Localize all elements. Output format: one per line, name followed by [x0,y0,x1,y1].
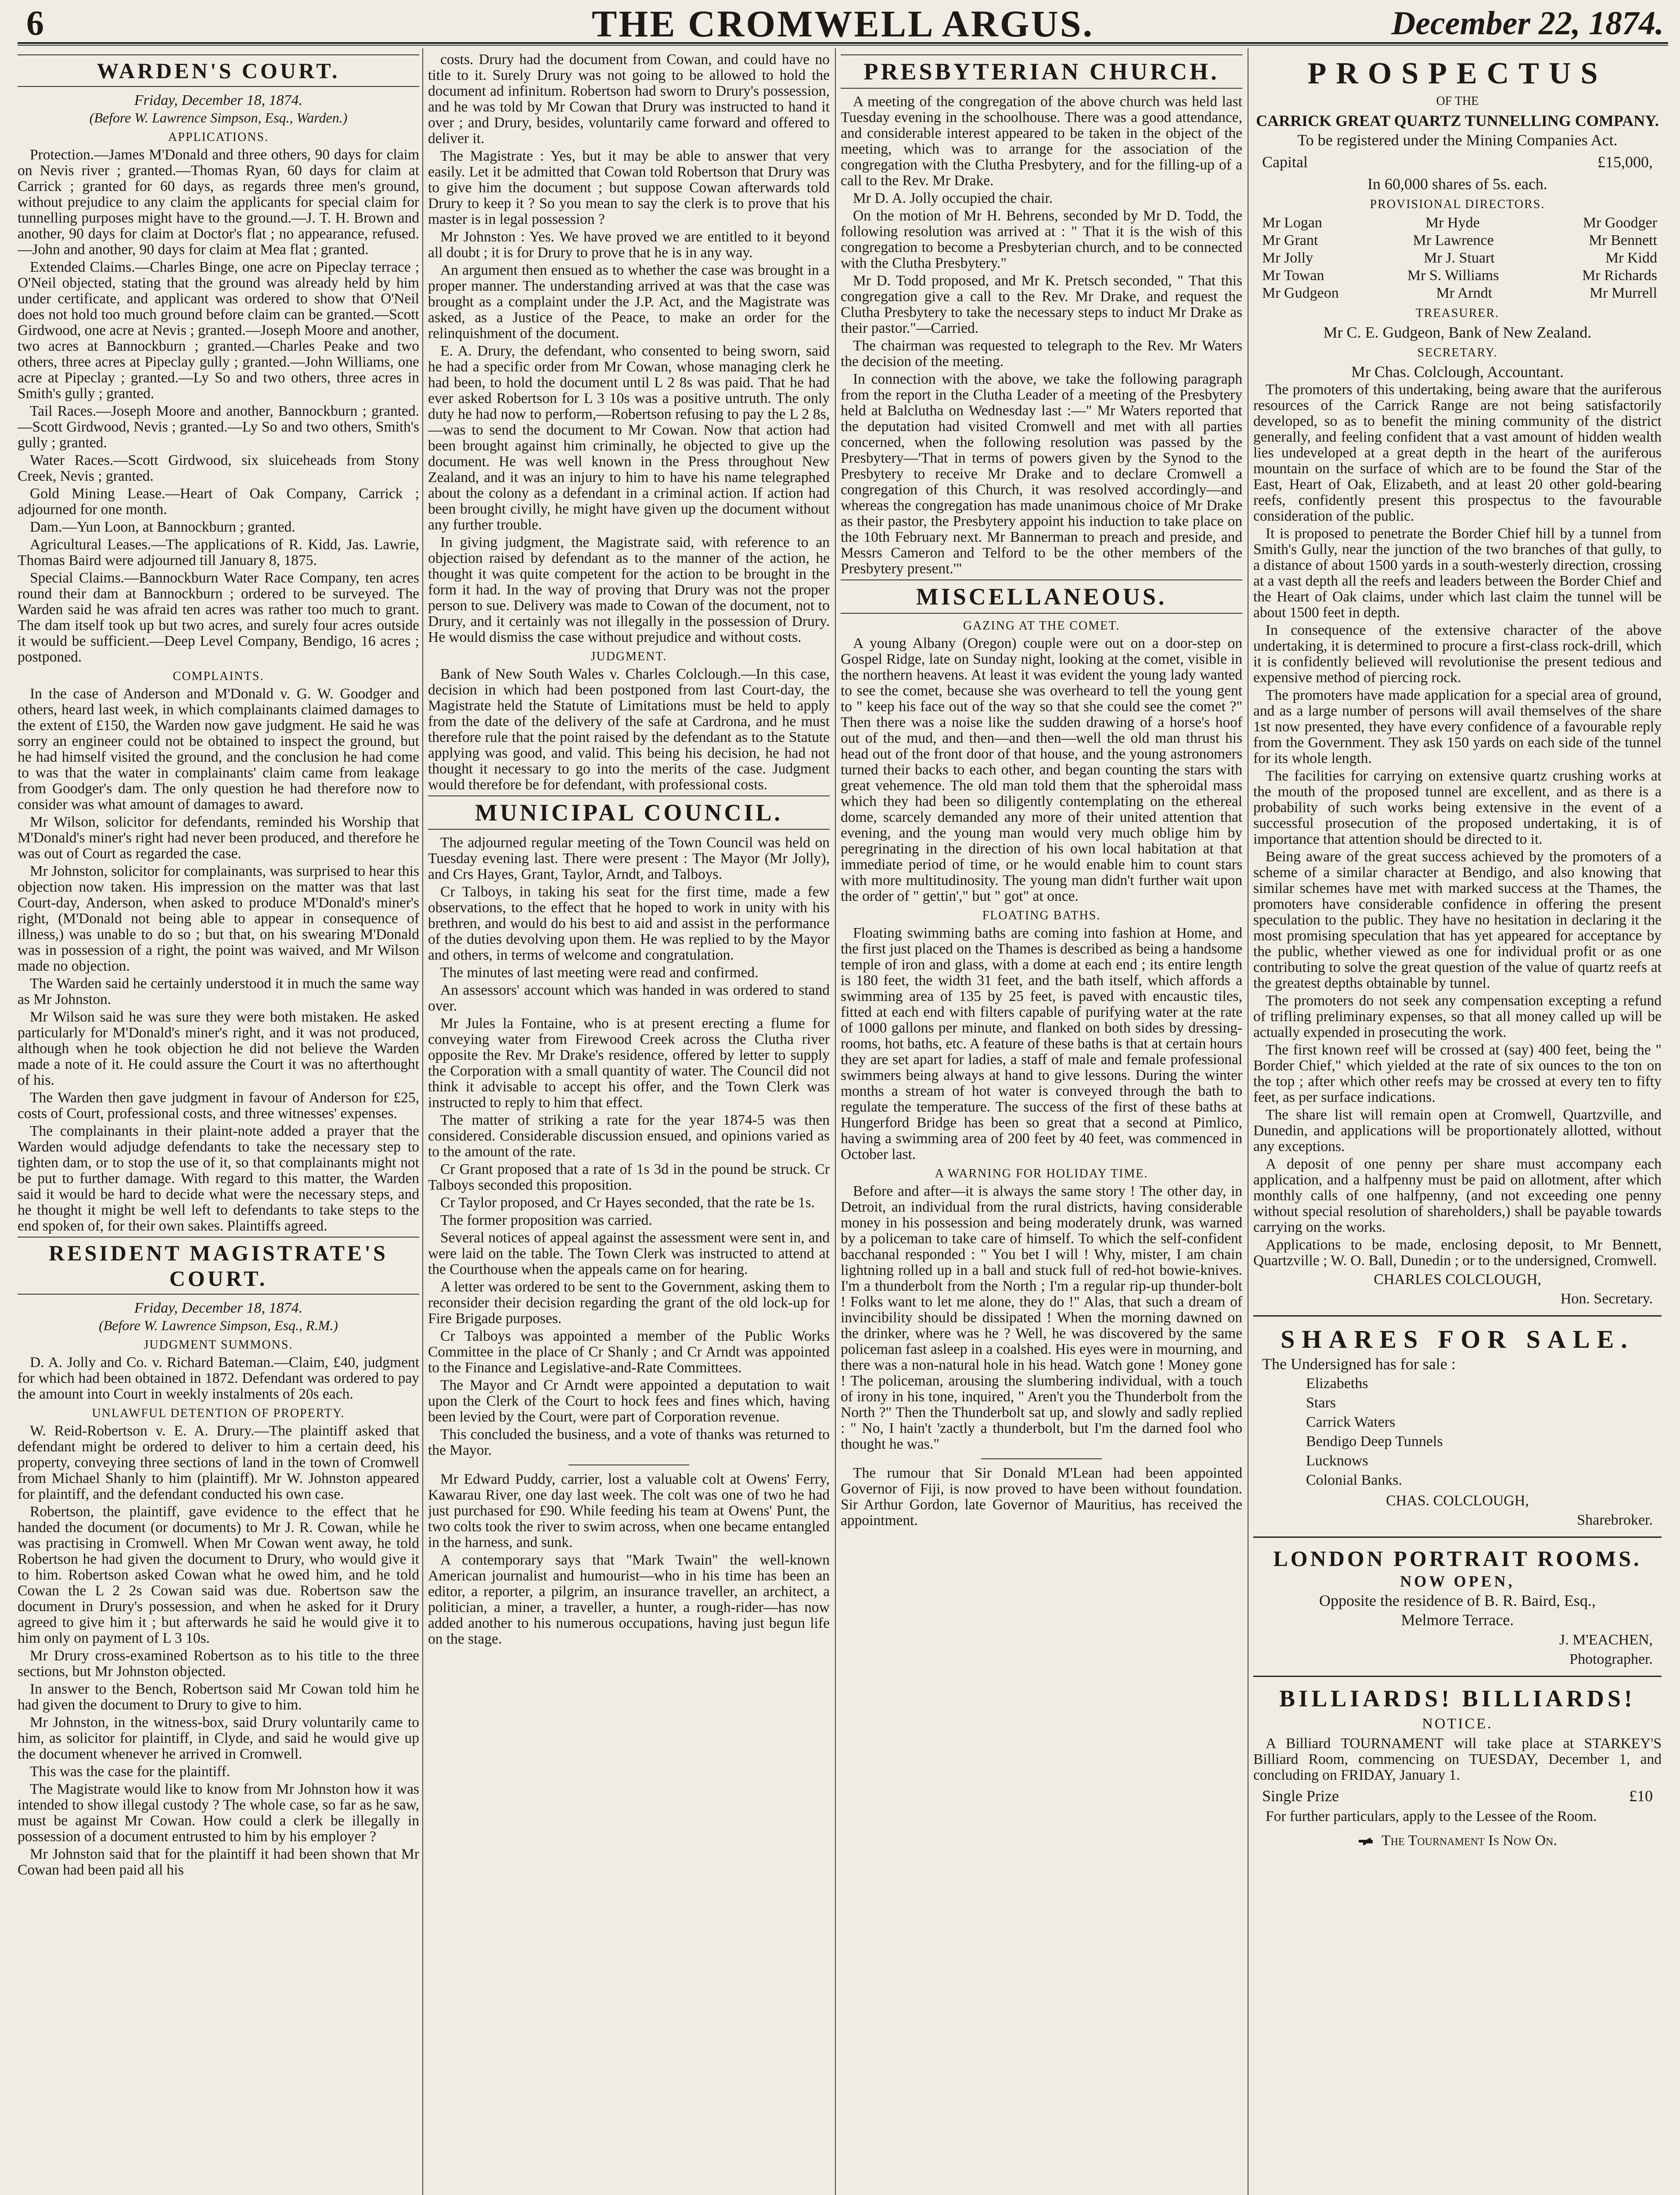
article-paragraph: Cr Taylor proposed, and Cr Hayes seconded, that the rate be 1s. [440,1195,815,1211]
article-paragraph: The former proposition was carried. [440,1212,652,1228]
article-paragraph: Mr Edward Puddy, carrier, lost a valuable colt at Owens' Ferry, Kawarau River, one day last week. The colt was one of two he had just purchased for £90. While feeding his team at Owens' Punt, the two colts took the river to swim across, when one became entangled in the harness, and sunk. [428,1471,830,1551]
article-paragraph: In the case of Anderson and M'Donald v. G. W. Goodger and others, heard last week, in which complainants claimed damages to the extent of £150, the Warden now gave judgment. He said he was sorry an engineer could not be obtained to inspect the ground, but he had himself visited the ground, and the conclusion he had come to was that the water in complainants' claim came from leakage from Goodger's dam. The only question he had therefore now to consider was what amount of damages to award. [18,686,419,813]
article-paragraph: The matter of striking a rate for the year 1874-5 was then considered. Considerable discussion ensued, and opinions varied as to the amount of the rate. [428,1112,830,1160]
article-paragraph: The minutes of last meeting were read and confirmed. [440,964,759,981]
prize-value: £10 [1629,1787,1653,1805]
director-name: Mr Hyde [1425,215,1480,231]
floating-baths-subhead: FLOATING BATHS. [982,909,1101,922]
article-paragraph: The chairman was requested to telegraph to the Rev. Mr Waters the decision of the meeting. [841,338,1242,370]
article-paragraph: Mr Wilson said he was sure they were both mistaken. He asked particularly for M'Donald's miner's right, and it was not produced, although when he took objection he did not believe the Warden made a note of it. He could assure the Court it was no afterthought of his. [18,1009,419,1088]
prospectus-paragraph: The first known reef will be crossed at (say) 400 feet, being the " Border Chief," which yielded at the rate of six ounces to the ton on the top ; after which other reefs may be crossed at every ten to fifty feet, as per surface indications. [1253,1042,1662,1105]
article-paragraph: D. A. Jolly and Co. v. Richard Bateman.—Claim, £40, judgment for which had been obtained in 1872. Defendant was ordered to pay the amount into Court in weekly instalments of 20s each. [18,1354,419,1402]
billiards-heading: BILLIARDS! BILLIARDS! [1279,1685,1636,1712]
director-name: Mr Gudgeon [1262,285,1339,301]
tournament-footer-text: The Tournament Is Now On. [1381,1832,1557,1849]
shares-line: In 60,000 shares of 5s. each. [1367,175,1547,193]
masthead-rule [18,45,1668,46]
director-name: Mr Bennett [1589,232,1657,248]
comet-subhead: GAZING AT THE COMET. [963,619,1120,633]
secretary-name: Mr Chas. Colclough, Accountant. [1351,363,1564,381]
article-paragraph: Special Claims.—Bannockburn Water Race Company, ten acres round their dam at Bannockburn ; ordered to be surveyed. The Warden said he was afraid ten acres was rather too much to grant. The dam itself took up but two acres, and surely four acres outside it would be sufficient.—Deep Level Company, Bendigo, 16 acres ; postponed. [18,570,419,665]
article-paragraph: E. A. Drury, the defendant, who consented to being sworn, said he had a specific order from Mr Cowan, whose managing clerk he had been, to hold the document until L 2 8s was paid. That he had ever asked Robertson for L 3 10s was a positive untruth. The only duty he had now to perform,—Robertson refusing to pay the L 2 8s,—was to send the document to Mr Cowan. Now that action had been brought against him criminally, he objected to give up the document. He was well known in the Press throughout New Zealand, and it was an injury to him to have his name telegraphed about the colony as a defendant in a criminal action. If action had been brought civilly, he might have given up the document without any further trouble. [428,343,830,533]
share-item: Lucknows [1306,1453,1368,1469]
shares-signatory: CHAS. COLCLOUGH, [1386,1493,1529,1509]
article-paragraph: Mr Jules la Fontaine, who is at present erecting a flume for conveying water from Firewood Creek across the Clutha river opposite the Rev. Mr Drake's residence, offered by letter to supply the Corporation with a small quantity of water. The Council did not think it advisable to accept his offer, and the Town Clerk was instructed to reply to him that effect. [428,1015,830,1111]
judgment-summons-subhead: JUDGMENT SUMMONS. [144,1338,293,1352]
municipal-council-heading: MUNICIPAL COUNCIL. [428,795,830,830]
shares-for-sale-ad [1253,1315,1662,1529]
article-paragraph: Tail Races.—Joseph Moore and another, Bannockburn ; granted.—Scott Girdwood, Nevis ; granted.—Ly So and two others, Smith's gully ; granted. [18,403,419,451]
article-paragraph: Protection.—James M'Donald and three others, 90 days for claim on Nevis river ; granted.—Thomas Ryan, 60 days for claim at Carrick ; granted for 60 days, as regards three men's ground, without prejudice to any claim the applicants for special claim for tunnelling purposes might have to the ground.—J. T. H. Brown and another, 90 days for claim at Doctor's flat ; no appearance, refused.—John and another, 90 days for claim at Mea flat ; granted. [18,147,419,258]
director-name: Mr Lawrence [1413,232,1494,248]
article-paragraph: Mr Wilson, solicitor for defendants, reminded his Worship that M'Donald's miner's right had never been produced, and therefore he was out of Court as regarded the case. [18,814,419,862]
article-paragraph: Mr Johnston, in the witness-box, said Drury voluntarily came to him, as solicitor for plaintiff, in Clyde, and said he would give up the document whenever he arrived in Cromwell. [18,1714,419,1762]
article-paragraph: The Magistrate : Yes, but it may be able to answer that very easily. Let it be admitted that Cowan told Robertson that Drury was to give him the document ; but suppose Cowan afterwards told Drury to keep it ? So you mean to say the clerk is to prove that his master is in legal possession ? [428,148,830,227]
article-paragraph: Before and after—it is always the same story ! The other day, in Detroit, an individual from the rural districts, having considerable money in his possession and being moderately drunk, was warned by a policeman to take care of himself. To which the self-confident bacchanal responded : " You bet I will ! Why, mister, I am chain lightning rolled up in a ball and stuck full of red-hot bowie-knives. I'm a thunderbolt from the North ; I'm a regular rip-up thunder-bolt ! Folks want to let me alone, they do !" Alas, that such a dream of invincibility should be dissipated ! When the morning dawned on the drinker, where was he ? Well, he was discovered by the same policeman fast asleep in a coalshed. His eyes were in mourning, and there was a non-natural hole in his head. Watch gone ! Money gone ! The policeman, arousing the slumbering individual, with a touch of irony in his tone, inquired, " Aren't you the Thunderbolt from the North ?" Then the Thunderbolt sat up, and slowly and sadly replied : " No, I hain't 'zactly a thunderbolt, but I'm the darned fool who thought he was." [841,1183,1242,1452]
article-paragraph: Mr Drury cross-examined Robertson as to his title to the three sections, but Mr Johnston objected. [18,1648,419,1680]
photographer-title: Photographer. [1569,1651,1653,1667]
column-divider [835,48,836,2195]
prospectus-heading: PROSPECTUS [1307,57,1608,90]
article-paragraph: The Mayor and Cr Arndt were appointed a deputation to wait upon the Clerk of the Court to hock fees and fines which, having been levied by the Court, were part of Corporation revenue. [428,1377,830,1425]
resident-magistrate-heading: RESIDENT MAGISTRATE'S COURT. [18,1237,419,1295]
shares-heading: SHARES FOR SALE. [1281,1325,1634,1353]
article-paragraph: The Warden then gave judgment in favour of Anderson for £25, costs of Court, professional costs, and three witnesses' expenses. [18,1090,419,1122]
director-name: Mr Logan [1262,215,1322,231]
prospectus-paragraph: Applications to be made, enclosing deposit, to Mr Bennett, Quartzville ; W. O. Ball, Dunedin ; or to the undersigned, Cromwell. [1253,1237,1662,1269]
photographer-name: J. M'EACHEN, [1559,1632,1653,1648]
holiday-warning-subhead: A WARNING FOR HOLIDAY TIME. [935,1167,1148,1180]
share-item: Carrick Waters [1306,1414,1396,1430]
article-paragraph: Gold Mining Lease.—Heart of Oak Company, Carrick ; adjourned for one month. [18,486,419,518]
directors-row [1262,214,1662,232]
now-open-line: NOW OPEN, [1400,1572,1515,1590]
miscellaneous-heading: MISCELLANEOUS. [841,579,1242,614]
article-paragraph: Cr Grant proposed that a rate of 1s 3d in the pound be struck. Cr Talboys seconded this proposition. [428,1161,830,1193]
director-name: Mr Kidd [1605,250,1657,266]
director-name: Mr Richards [1582,267,1657,284]
article-paragraph: A contemporary says that "Mark Twain" the well-known American journalist and humourist—who in his time has been an editor, a reporter, a pilgrim, an insurance traveller, an architect, a politician, a miner, a traveller, a hunter, a rough-rider—has now added another to his numerous occupations, having just begun life on the stage. [428,1552,830,1647]
directors-row [1262,267,1662,284]
treasurer-subhead: TREASURER. [1415,306,1500,320]
directors-row [1262,249,1662,267]
article-paragraph: Dam.—Yun Loon, at Bannockburn ; granted. [30,519,295,535]
prospectus-signatory-title: Hon. Secretary. [1560,1291,1653,1307]
tournament-footer [1253,1832,1662,1849]
article-paragraph: Mr D. A. Jolly occupied the chair. [853,190,1053,206]
share-item: Elizabeths [1306,1375,1368,1392]
article-paragraph: Bank of New South Wales v. Charles Colclough.—In this case, decision in which had been postponed from last Court-day, the Magistrate held the Statute of Limitations must be held to apply from the date of the delivery of the safe at Cardrona, and he must therefore rule that the point raised by the defendant as to the Statute applying was good, and valid. This being his decision, he had not thought it necessary to go into the merits of the case. Judgment would therefore be for defendant, with professional costs. [428,666,830,793]
section-rule [981,1458,1102,1459]
article-paragraph: In giving judgment, the Magistrate said, with reference to an objection raised by defendant as to the manner of the action, he thought it was quite competent for the action to be brought in the form it had. In the way of proving that Drury was not the proper person to sue. Delivery was made to Cowan of the document, not to Drury, and it certainly was not illegally in the possession of Drury. He would dismiss the case without prejudice and without costs. [428,534,830,645]
article-paragraph: Cr Talboys was appointed a member of the Public Works Committee in the place of Cr Shanly ; and Cr Arndt was appointed to the Finance and Legislative-and-Rate Committees. [428,1328,830,1376]
director-name: Mr Towan [1262,267,1324,284]
complaints-subhead: COMPLAINTS. [173,669,264,683]
director-name: Mr Jolly [1262,250,1313,266]
director-name: Mr Grant [1262,232,1318,248]
prospectus-paragraph: The share list will remain open at Cromwell, Quartzville, and Dunedin, and applications will be proportionately allotted, without any exceptions. [1253,1107,1662,1155]
article-paragraph: A young Albany (Oregon) couple were out on a door-step on Gospel Ridge, late on Sunday night, looking at the comet, visible in the northern heavens. At least it was evident the young lady wanted to see the comet, because she was overheard to tell the young gent to " keep his face out of the way so that she could see the comet ?" Then there was a noise like the sudden drawing of a horse's hoof out of the mud, and then—and then—well the old man thrust his head out of the front door of that house, and the young astronomers turned their backs to each other, and began counting the stars with great vehemence. The old man told them that the spheroidal mass which they had been so diligently contemplating on the ethereal dome, scarcely demanded any more of their united attention that evening, and the young man would very much oblige him by peregrinating in the direction of his own local habitation at that immediate period of time, or he would enable him to count stars with more multitudinosity. The young man didn't further wait upon the order of " gettin'," but " got" at once. [841,635,1242,904]
terrace-line: Melmore Terrace. [1401,1611,1514,1629]
presbyterian-church-heading: PRESBYTERIAN CHURCH. [841,54,1242,89]
column-4-advertisements [1253,52,1662,2195]
issue-date: December 22, 1874. [1391,5,1664,42]
prize-label: Single Prize [1262,1787,1339,1805]
masthead [18,0,1668,44]
article-paragraph: In connection with the above, we take the following paragraph from the report in the Clutha Leader of a meeting of the Presbytery held at Balclutha on Wednesday last :—" Mr Waters reported that the deputation had visited Cromwell and met with all parties concerned, when the following resolution was passed by the Presbytery—'That in terms of powers given by the Synod to the Presbytery to receive Mr Drake and to declare Cromwell a congregation of this Church, it was resolved accordingly—and whereas the congregation has made unanimous choice of Mr Drake as their pastor, the Presbytery appoint his induction to take place on the 10th February next. Mr Bannerman to preach and preside, and Messrs Cameron and Telford to be the other members of the Presbytery present.'" [841,371,1242,577]
capital-label: Capital [1262,153,1308,171]
article-paragraph: Floating swimming baths are coming into fashion at Home, and the first just placed on the Thames is described as being a handsome temple of iron and glass, with a dome at each end ; its entire length is 180 feet, the width 31 feet, and the bath itself, which affords a swimming area of 135 by 25 feet, is paved with encaustic tiles, fitted at each end with filters capable of purifying water at the rate of 1000 gallons per minute, and flanked on both sides by dressing-rooms, hot baths, etc. A feature of these baths is that at certain hours they are set apart for ladies, a staff of male and female professional swimmers being always at hand to give lessons. During the winter months a stream of hot water is conveyed through the bath to regulate the temperature. The success of the first of these baths at Hungerford Bridge has been so great that a second at Pimlico, having a swimming area of 200 feet by 40 feet, was commenced in October last. [841,925,1242,1162]
pointing-hand-icon [1358,1837,1374,1846]
shares-signatory-title: Sharebroker. [1577,1512,1653,1528]
director-name: Mr J. Stuart [1424,250,1495,266]
prospectus-paragraph: It is proposed to penetrate the Border Chief hill by a tunnel from Smith's Gully, near the junction of the two branches of that gully, to a distance of about 1500 yards in a south-westerly direction, crossing at a vast depth all the reefs and leaders between the Border Chief and the Heart of Oak claims, under which last claim the tunnel will be about 1500 feet in depth. [1253,525,1662,621]
share-item: Colonial Banks. [1306,1472,1403,1488]
article-paragraph: The complainants in their plaint-note added a prayer that the Warden would adjudge defendants to take the necessary step to tighten dam, or to stop the use of it, so that complainants might not be put to further damage. With regard to this matter, the Warden said it would be hard to decide what were the necessary steps, and he thought it might be well left to defendants to take steps to the end spoken of, for their own sakes. Plaintiffs agreed. [18,1123,419,1234]
shares-intro: The Undersigned has for sale : [1262,1355,1456,1373]
article-paragraph: A meeting of the congregation of the above church was held last Tuesday evening in the schoolhouse. There was a good attendance, and considerable interest appeared to be taken in the object of the meeting, which was to arrange for the association of the congregation with the Clutha Presbytery, and for the filling-up of a call to the Rev. Mr Drake. [841,94,1242,189]
share-item: Bendigo Deep Tunnels [1306,1433,1443,1450]
article-paragraph: On the motion of Mr H. Behrens, seconded by Mr D. Todd, the following resolution was arrived at : " That it is the wish of this congregation to become a Presbyterian church, and to be connected with the Clutha Presbytery." [841,208,1242,271]
prospectus-paragraph: The promoters have made application for a special area of ground, and as a large number of persons will avail themselves of the share 1st now presented, they have every confidence of a favourable reply from the Government. They ask 150 yards on each side of the tunnel for its whole length. [1253,687,1662,766]
share-item: Stars [1306,1395,1336,1411]
article-paragraph: In answer to the Bench, Robertson said Mr Cowan told him he had given the document to Drury to give to him. [18,1681,419,1713]
judgment-subhead: JUDGMENT. [590,650,667,663]
wardens-court-heading: WARDEN'S COURT. [18,54,419,87]
article-paragraph: An argument then ensued as to whether the case was brought in a proper manner. The understanding arrived at was that the case was brought as a complaint under the J.P. Act, and the Magistrate was asked, as a Justice of the Peace, to make an order for the relinquishment of the document. [428,262,830,342]
directors-list [1262,214,1662,302]
prospectus-paragraph: In consequence of the extensive character of the above undertaking, it is determined to procure a first-class rock-drill, which it is confidently believed will revolutionise the present tedious and expensive method of piercing rock. [1253,622,1662,686]
page-number: 6 [26,4,44,43]
billiards-ad [1253,1676,1662,1849]
prospectus-paragraph: The facilities for carrying on extensive quartz crushing works at the mouth of the proposed tunnel are excellent, and as there is a probability of such works being extensive in the event of a successful prosecution of the proposed undertaking, it is of importance that attention should be directed to it. [1253,768,1662,847]
article-paragraph: An assessors' account which was handed in was ordered to stand over. [428,982,830,1014]
article-paragraph: Mr D. Todd proposed, and Mr K. Pretsch seconded, " That this congregation give a call to the Rev. Mr Drake, and request the Clutha Presbytery to take the necessary steps to induct Mr Drake as their pastor."—Carried. [841,273,1242,336]
capital-line [1262,153,1653,171]
london-heading: LONDON PORTRAIT ROOMS. [1273,1546,1642,1571]
rm-court-date: Friday, December 18, 1874. [134,1300,303,1316]
prospectus-of-the: OF THE [1436,94,1479,108]
article-paragraph: Mr Johnston : Yes. We have proved we are entitled to it beyond all doubt ; it is for Drury to prove that he is in any way. [428,229,830,261]
article-paragraph: The rumour that Sir Donald M'Lean had been appointed Governor of Fiji, is now proved to have been without foundation. Sir Arthur Gordon, late Governor of Mauritius, has received the appointment. [841,1465,1242,1529]
column-3 [841,52,1242,2195]
article-paragraph: Robertson, the plaintiff, gave evidence to the effect that he handed the document (or documents) to Mr J. R. Cowan, while he was practising in Cromwell. When Mr Cowan went away, he told Robertson he had given the document to Drury, who would give it to him. Robertson asked Cowan what he owed him, and he told Cowan the L 2 2s Cowan said was due. Robertson saw the document in Drury's possession, and when he asked for it Drury agreed to give him it ; but afterwards he said he would give it to him only on payment of L 3 10s. [18,1504,419,1646]
secretary-subhead: SECRETARY. [1417,346,1498,360]
company-name: CARRICK GREAT QUARTZ TUNNELLING COMPANY. [1256,112,1659,130]
prospectus-paragraph: The promoters do not seek any compensation excepting a refund of trifling preliminary expenses, so that all money called up will be actually expended in prosecuting the work. [1253,993,1662,1040]
article-paragraph: The Warden said he certainly understood it in much the same way as Mr Johnston. [18,975,419,1008]
billiards-paragraph: For further particulars, apply to the Lessee of the Room. [1266,1808,1597,1824]
article-paragraph: W. Reid-Robertson v. E. A. Drury.—The plaintiff asked that defendant might be ordered to deliver to him a certain deed, his property, conveying three sections of land in the town of Cromwell from Michael Shanly to him (plaintiff). Mr W. Johnston appeared for plaintiff, and the defendant conducted his own case. [18,1423,419,1502]
prize-line [1262,1787,1653,1805]
capital-value: £15,000, [1597,153,1653,171]
article-paragraph: Mr Johnston, solicitor for complainants, was surprised to hear this objection now taken. His impression on the matter was that last Court-day, Anderson, when asked to produce M'Donald's miner's right, (M'Donald not being able to appear in consequence of illness,) was unable to do so ; but that, on his swearing M'Donald was in possession of a right, the point was waived, and Mr Wilson made no objection. [18,863,419,974]
wardens-court-date: Friday, December 18, 1874. [134,92,303,108]
article-paragraph: Extended Claims.—Charles Binge, one acre on Pipeclay terrace ; O'Neil objected, stating that the ground was already held by him under certificate, and applicant was ordered to show that O'Neil does not hold too much ground before claim can be granted.—Scott Girdwood, one acre at Nevis ; granted.—Joseph Moore and another, two acres at Bannockburn ; granted.—Charles Peake and two others, three acres at Pipeclay gully ; granted.—John Williams, one acre at Pipeclay ; granted.—Ly So and two others, three acres in Smith's gully ; granted. [18,259,419,402]
column-2 [428,52,830,2195]
director-name: Mr S. Williams [1407,267,1499,284]
directors-row [1262,232,1662,249]
article-paragraph: The adjourned regular meeting of the Town Council was held on Tuesday evening last. There were present : The Mayor (Mr Jolly), and Crs Hayes, Grant, Taylor, Arndt, and Talboys. [428,835,830,882]
article-paragraph: A letter was ordered to be sent to the Government, asking them to reconsider their decision regarding the grant of the old lock-up for Fire Brigade purposes. [428,1279,830,1327]
treasurer-name: Mr C. E. Gudgeon, Bank of New Zealand. [1323,324,1592,341]
notice-label: NOTICE. [1422,1716,1493,1732]
director-name: Mr Murrell [1590,285,1657,301]
registration-note: To be registered under the Mining Companies Act. [1297,131,1618,149]
prospectus-signatory: CHARLES COLCLOUGH, [1374,1271,1541,1288]
shares-list [1306,1374,1662,1490]
column-divider [422,48,423,2195]
article-paragraph: The Magistrate would like to know from Mr Johnston how it was intended to show illegal custody ? The whole case, so far as he saw, must be against Mr Cowan. How could a clerk be illegally in possession of a document entrusted to him by his employer ? [18,1781,419,1845]
unlawful-detention-subhead: UNLAWFUL DETENTION OF PROPERTY. [92,1407,345,1420]
article-paragraph: Mr Johnston said that for the plaintiff it had been shown that Mr Cowan had been paid all his [18,1846,419,1878]
article-paragraph: Cr Talboys, in taking his seat for the first time, made a few observations, to the effect that he hoped to work in unity with his brethren, and would do his best to aid and assist in the performance of the duties devolving upon them. He was replied to by the Mayor and others, in terms of welcome and congratulation. [428,884,830,963]
london-portrait-rooms-ad [1253,1536,1662,1668]
opposite-line: Opposite the residence of B. R. Baird, Esq., [1319,1592,1596,1609]
applications-subhead: APPLICATIONS. [168,130,269,144]
prospectus-paragraph: Being aware of the great success achieved by the promoters of a scheme of a similar character at Bendigo, and also knowing that similar schemes have met with marked success at the Thames, the promoters have considerable confidence in offering the present speculation to the public. They have no hesitation in declaring it the most promising speculation that has yet appeared for acceptance by the public, whether viewed as one for individual profit or as one contributing to solve the great question of the value of quartz reefs at the greatest depths obtainable by tunnel. [1253,849,1662,991]
directors-row [1262,284,1662,302]
article-paragraph: costs. Drury had the document from Cowan, and could have no title to it. Surely Drury was not going to be allowed to hold the document ad infinitum. Robertson had sworn to Drury's possession, and he was told by Mr Cowan that Drury was instructed to hand it over ; and Drury, besides, voluntarily came forward and offered to deliver it. [428,52,830,147]
director-name: Mr Arndt [1436,285,1493,301]
newspaper-title: THE CROMWELL ARGUS. [591,3,1094,45]
article-paragraph: Agricultural Leases.—The applications of R. Kidd, Jas. Lawrie, Thomas Baird were adjourned till January 8, 1875. [18,536,419,569]
prospectus-paragraph: The promoters of this undertaking, being aware that the auriferous resources of the Carrick Range are not being satisfactorily developed, so as to benefit the mining community of the district generally, and feeling confident that a vast amount of hidden wealth lies undeveloped at a great depth in the heart of the auriferous mountain on the surface of which are to be found the Star of the East, Heart of Oak, Elizabeth, and at least 20 other gold-bearing reefs, confidently present this prospectus to the favourable consideration of the public. [1253,381,1662,524]
prospectus-paragraph: A deposit of one penny per share must accompany each application, and a halfpenny must be paid on allotment, after which monthly calls of one halfpenny, (and not exceeding one penny without special resolution of shareholders,) shall be payable towards carrying on the works. [1253,1156,1662,1235]
article-paragraph: Water Races.—Scott Girdwood, six sluiceheads from Stony Creek, Nevis ; granted. [18,452,419,484]
article-paragraph: This concluded the business, and a vote of thanks was returned to the Mayor. [428,1426,830,1458]
column-1 [18,52,419,2195]
article-paragraph: This was the case for the plaintiff. [30,1763,230,1780]
provisional-directors-subhead: PROVISIONAL DIRECTORS. [1370,198,1545,211]
billiards-paragraph: A Billiard TOURNAMENT will take place at STARKEY'S Billiard Room, commencing on TUESDAY, December 1, and concluding on FRIDAY, January 1. [1253,1735,1662,1783]
director-name: Mr Goodger [1583,215,1657,231]
rm-court-judge: (Before W. Lawrence Simpson, Esq., R.M.) [99,1317,338,1333]
article-paragraph: Several notices of appeal against the assessment were sent in, and were laid on the table. The Town Clerk was instructed to attend at the Courthouse when the appeals came on for hearing. [428,1230,830,1277]
wardens-court-judge: (Before W. Lawrence Simpson, Esq., Warden.) [89,110,348,126]
